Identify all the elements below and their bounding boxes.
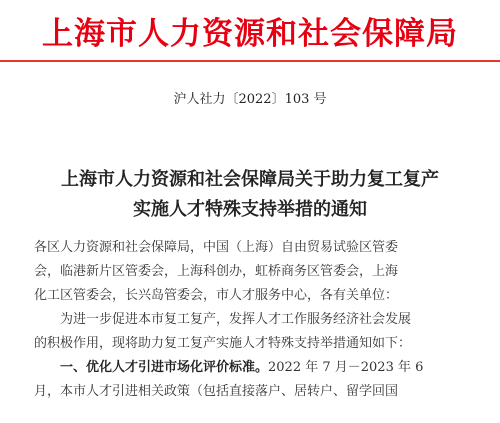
item-1-heading: 一、优化人才引进市场化评价标准。 xyxy=(60,360,269,375)
document-number: 沪人社力〔2022〕103 号 xyxy=(173,92,327,107)
addressee-line: 化工区管委会，长兴岛管委会，市人才服务中心，各有关单位： xyxy=(34,288,399,303)
item-1-line xyxy=(34,356,474,380)
issuing-authority-header: 上海市人力资源和社会保障局 xyxy=(42,16,458,52)
item-1-text: 2022 年 7 月－2023 年 6 xyxy=(268,360,424,375)
title-line: 实施人才特殊支持举措的通知 xyxy=(133,199,367,220)
intro-line: 的积极作用，现将助力复工复产实施人才特殊支持举措通知如下： xyxy=(34,336,412,351)
header-red-rule xyxy=(0,60,500,62)
title-line: 上海市人力资源和社会保障局关于助力复工复产 xyxy=(61,169,439,190)
addressee-line: 会，临港新片区管委会，上海科创办，虹桥商务区管委会，上海 xyxy=(34,264,399,279)
addressee-line: 各区人力资源和社会保障局，中国（上海）自由贸易试验区管委 xyxy=(34,240,399,255)
intro-line: 为进一步促进本市复工复产，发挥人才工作服务经济社会发展 xyxy=(60,312,412,327)
document-title xyxy=(0,165,500,225)
document-body xyxy=(34,236,474,404)
item-1-line: 月，本市人才引进相关政策（包括直接落户、居转户、留学回国 xyxy=(34,384,399,399)
